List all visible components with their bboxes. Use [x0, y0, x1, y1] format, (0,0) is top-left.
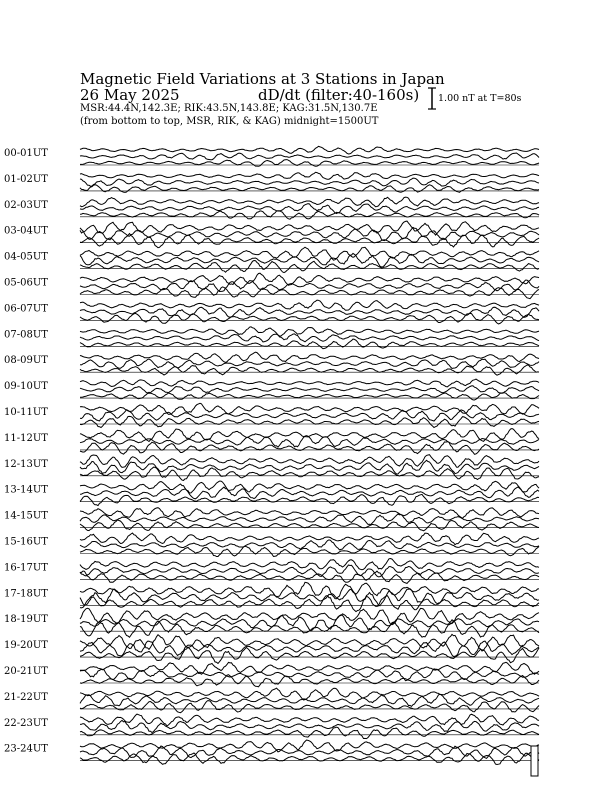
trace-kag	[80, 508, 539, 519]
hour-label: 13-14UT	[4, 484, 48, 496]
hour-label: 17-18UT	[4, 588, 48, 600]
trace-rik	[80, 204, 539, 214]
hour-label: 09-10UT	[4, 381, 48, 393]
hour-label: 03-04UT	[4, 225, 48, 237]
hour-label: 05-06UT	[4, 277, 48, 289]
trace-rik	[80, 334, 539, 342]
trace-kag	[80, 379, 539, 387]
trace-rik	[80, 669, 539, 681]
trace-msr	[80, 393, 539, 400]
trace-kag	[80, 247, 539, 260]
trace-kag	[80, 429, 539, 442]
end-marker	[531, 746, 538, 776]
hour-label: 11-12UT	[4, 432, 48, 444]
trace-kag	[80, 221, 539, 235]
trace-rik	[80, 178, 539, 186]
trace-kag	[80, 403, 539, 414]
scale-bar-icon	[428, 88, 436, 109]
scale-label: 1.00 nT at T=80s	[438, 93, 522, 104]
trace-kag	[80, 300, 539, 310]
trace-msr	[80, 365, 539, 375]
trace-kag	[80, 197, 539, 207]
hour-label: 23-24UT	[4, 743, 48, 755]
trace-msr	[80, 467, 539, 480]
trace-rik	[80, 540, 539, 550]
chart-title: Magnetic Field Variations at 3 Stations in Japan	[80, 70, 445, 88]
hour-label: 14-15UT	[4, 510, 48, 522]
hour-label: 20-21UT	[4, 666, 48, 677]
trace-msr	[80, 211, 539, 220]
trace-kag	[80, 533, 539, 545]
hour-label: 00-01UT	[4, 148, 48, 159]
trace-msr	[80, 571, 539, 583]
trace-msr	[80, 416, 539, 427]
trace-kag	[80, 327, 539, 336]
trace-kag	[80, 634, 539, 651]
trace-rik	[80, 615, 539, 631]
order-note: (from bottom to top, MSR, RIK, & KAG) midnight=1500UT	[80, 116, 379, 127]
date-label: 26 May 2025	[80, 86, 180, 104]
trace-rik	[80, 565, 539, 577]
trace-rik	[80, 386, 539, 394]
trace-msr	[80, 313, 539, 324]
hour-label: 01-02UT	[4, 173, 48, 185]
trace-msr	[80, 234, 539, 248]
hour-label: 07-08UT	[4, 329, 48, 341]
trace-msr	[80, 287, 539, 299]
trace-msr	[80, 185, 539, 193]
trace-kag	[80, 481, 539, 493]
hour-label: 02-03UT	[4, 199, 48, 211]
hour-label: 22-23UT	[4, 717, 48, 729]
hour-label: 19-20UT	[4, 640, 48, 652]
trace-kag	[80, 559, 539, 570]
hour-label: 06-07UT	[4, 303, 48, 315]
trace-kag	[80, 146, 539, 154]
trace-rik	[80, 720, 539, 732]
trace-kag	[80, 662, 539, 674]
trace-rik	[80, 514, 539, 525]
data-type-label: dD/dt (filter:40-160s)	[258, 86, 420, 104]
trace-msr	[80, 442, 539, 455]
trace-kag	[80, 352, 539, 362]
trace-rik	[80, 227, 539, 240]
trace-kag	[80, 608, 539, 624]
hour-label: 15-16UT	[4, 536, 48, 548]
trace-msr	[80, 727, 539, 738]
stations-label: MSR:44.4N,142.3E; RIK:43.5N,143.8E; KAG:31.5N,130.7E	[80, 103, 378, 114]
trace-kag	[80, 740, 539, 752]
trace-msr	[80, 494, 539, 505]
trace-msr	[80, 701, 539, 713]
hour-label: 16-17UT	[4, 562, 48, 574]
trace-kag	[80, 714, 539, 726]
hour-label: 18-19UT	[4, 614, 48, 626]
trace-kag	[80, 688, 539, 700]
trace-msr	[80, 620, 539, 638]
trace-msr	[80, 339, 539, 349]
trace-rik	[80, 153, 539, 160]
hour-label: 08-09UT	[4, 355, 48, 367]
hour-label: 10-11UT	[4, 407, 48, 418]
trace-kag	[80, 455, 539, 468]
trace-rik	[80, 307, 539, 317]
trace-kag	[80, 582, 539, 598]
trace-rik	[80, 589, 539, 606]
hour-label: 21-22UT	[4, 691, 48, 703]
hour-label: 12-13UT	[4, 458, 48, 470]
trace-kag	[80, 172, 539, 179]
hour-label: 04-05UT	[4, 251, 48, 263]
trace-msr	[80, 546, 539, 556]
